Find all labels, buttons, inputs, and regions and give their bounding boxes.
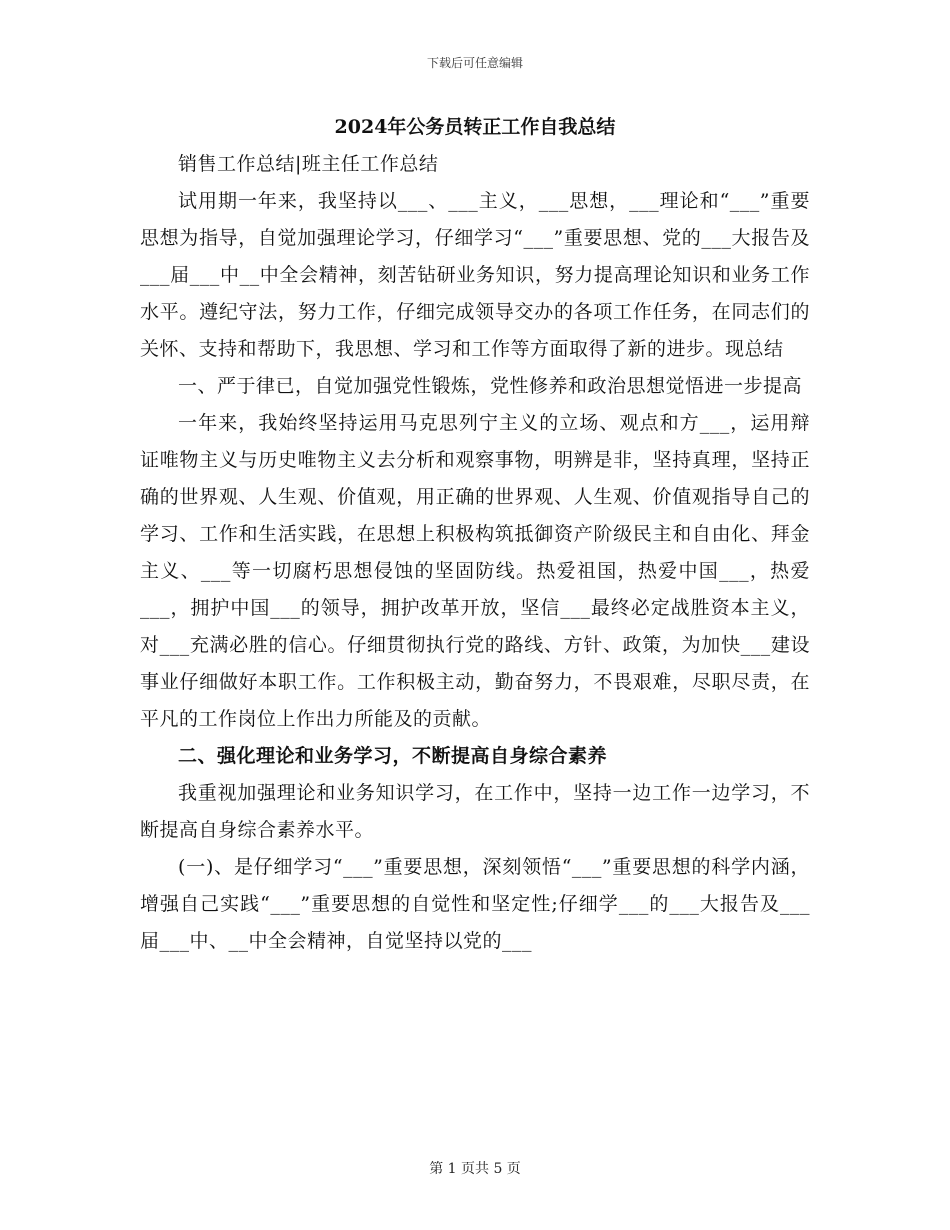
document-body <box>140 112 810 960</box>
page-number: 第 1 页共 5 页 <box>429 1161 521 1177</box>
header-note: 下载后可任意编辑 <box>426 56 523 70</box>
paragraph-intro: 试用期一年来，我坚持以___、___主义，___思想，___理论和“___”重要思想为指导，自觉加强理论学习，仔细学习“___”重要思想、党的___大报告及___届___中__中全会精神，刻苦钻研业务知识，努力提高理论知识和业务工作水平。遵纪守法，努力工作，仔细完成领导交办的各项工作任务，在同志们的关怀、支持和帮助下，我思想、学习和工作等方面取得了新的进步。现总结 <box>140 190 810 360</box>
paragraph-section-2-item-1: (一)、是仔细学习“___”重要思想，深刻领悟“___”重要思想的科学内涵，增强自己实践“___”重要思想的自觉性和坚定性;仔细学___的___大报告及___届___中、__中全会精神，自觉坚持以党的___ <box>140 856 810 952</box>
paragraph-section-1: 一年来，我始终坚持运用马克思列宁主义的立场、观点和方___，运用辩证唯物主义与历史唯物主义去分析和观察事物，明辨是非，坚持真理，坚持正确的世界观、人生观、价值观，用正确的世界观、人生观、价值观指导自己的学习、工作和生活实践，在思想上积极构筑抵御资产阶级民主和自由化、拜金主义、___等一切腐朽思想侵蚀的坚固防线。热爱祖国，热爱中国___，热爱___，拥护中国___的领导，拥护改革开放，坚信___最终必定战胜资本主义，对___充满必胜的信心。仔细贯彻执行党的路线、方针、政策，为加快___建设事业仔细做好本职工作。工作积极主动，勤奋努力，不畏艰难，尽职尽责，在平凡的工作岗位上作出力所能及的贡献。 <box>140 412 810 730</box>
paragraph-section-2: 我重视加强理论和业务知识学习，在工作中，坚持一边工作一边学习，不断提高自身综合素养水平。 <box>140 782 810 841</box>
paragraph-subtitle: 销售工作总结|班主任工作总结 <box>178 153 439 175</box>
document-title: 2024年公务员转正工作自我总结 <box>334 116 616 138</box>
section-heading-1: 一、严于律已，自觉加强党性锻炼，党性修养和政治思想觉悟进一步提高 <box>178 375 803 397</box>
section-heading-2: 二、强化理论和业务学习，不断提高自身综合素养 <box>178 745 608 767</box>
